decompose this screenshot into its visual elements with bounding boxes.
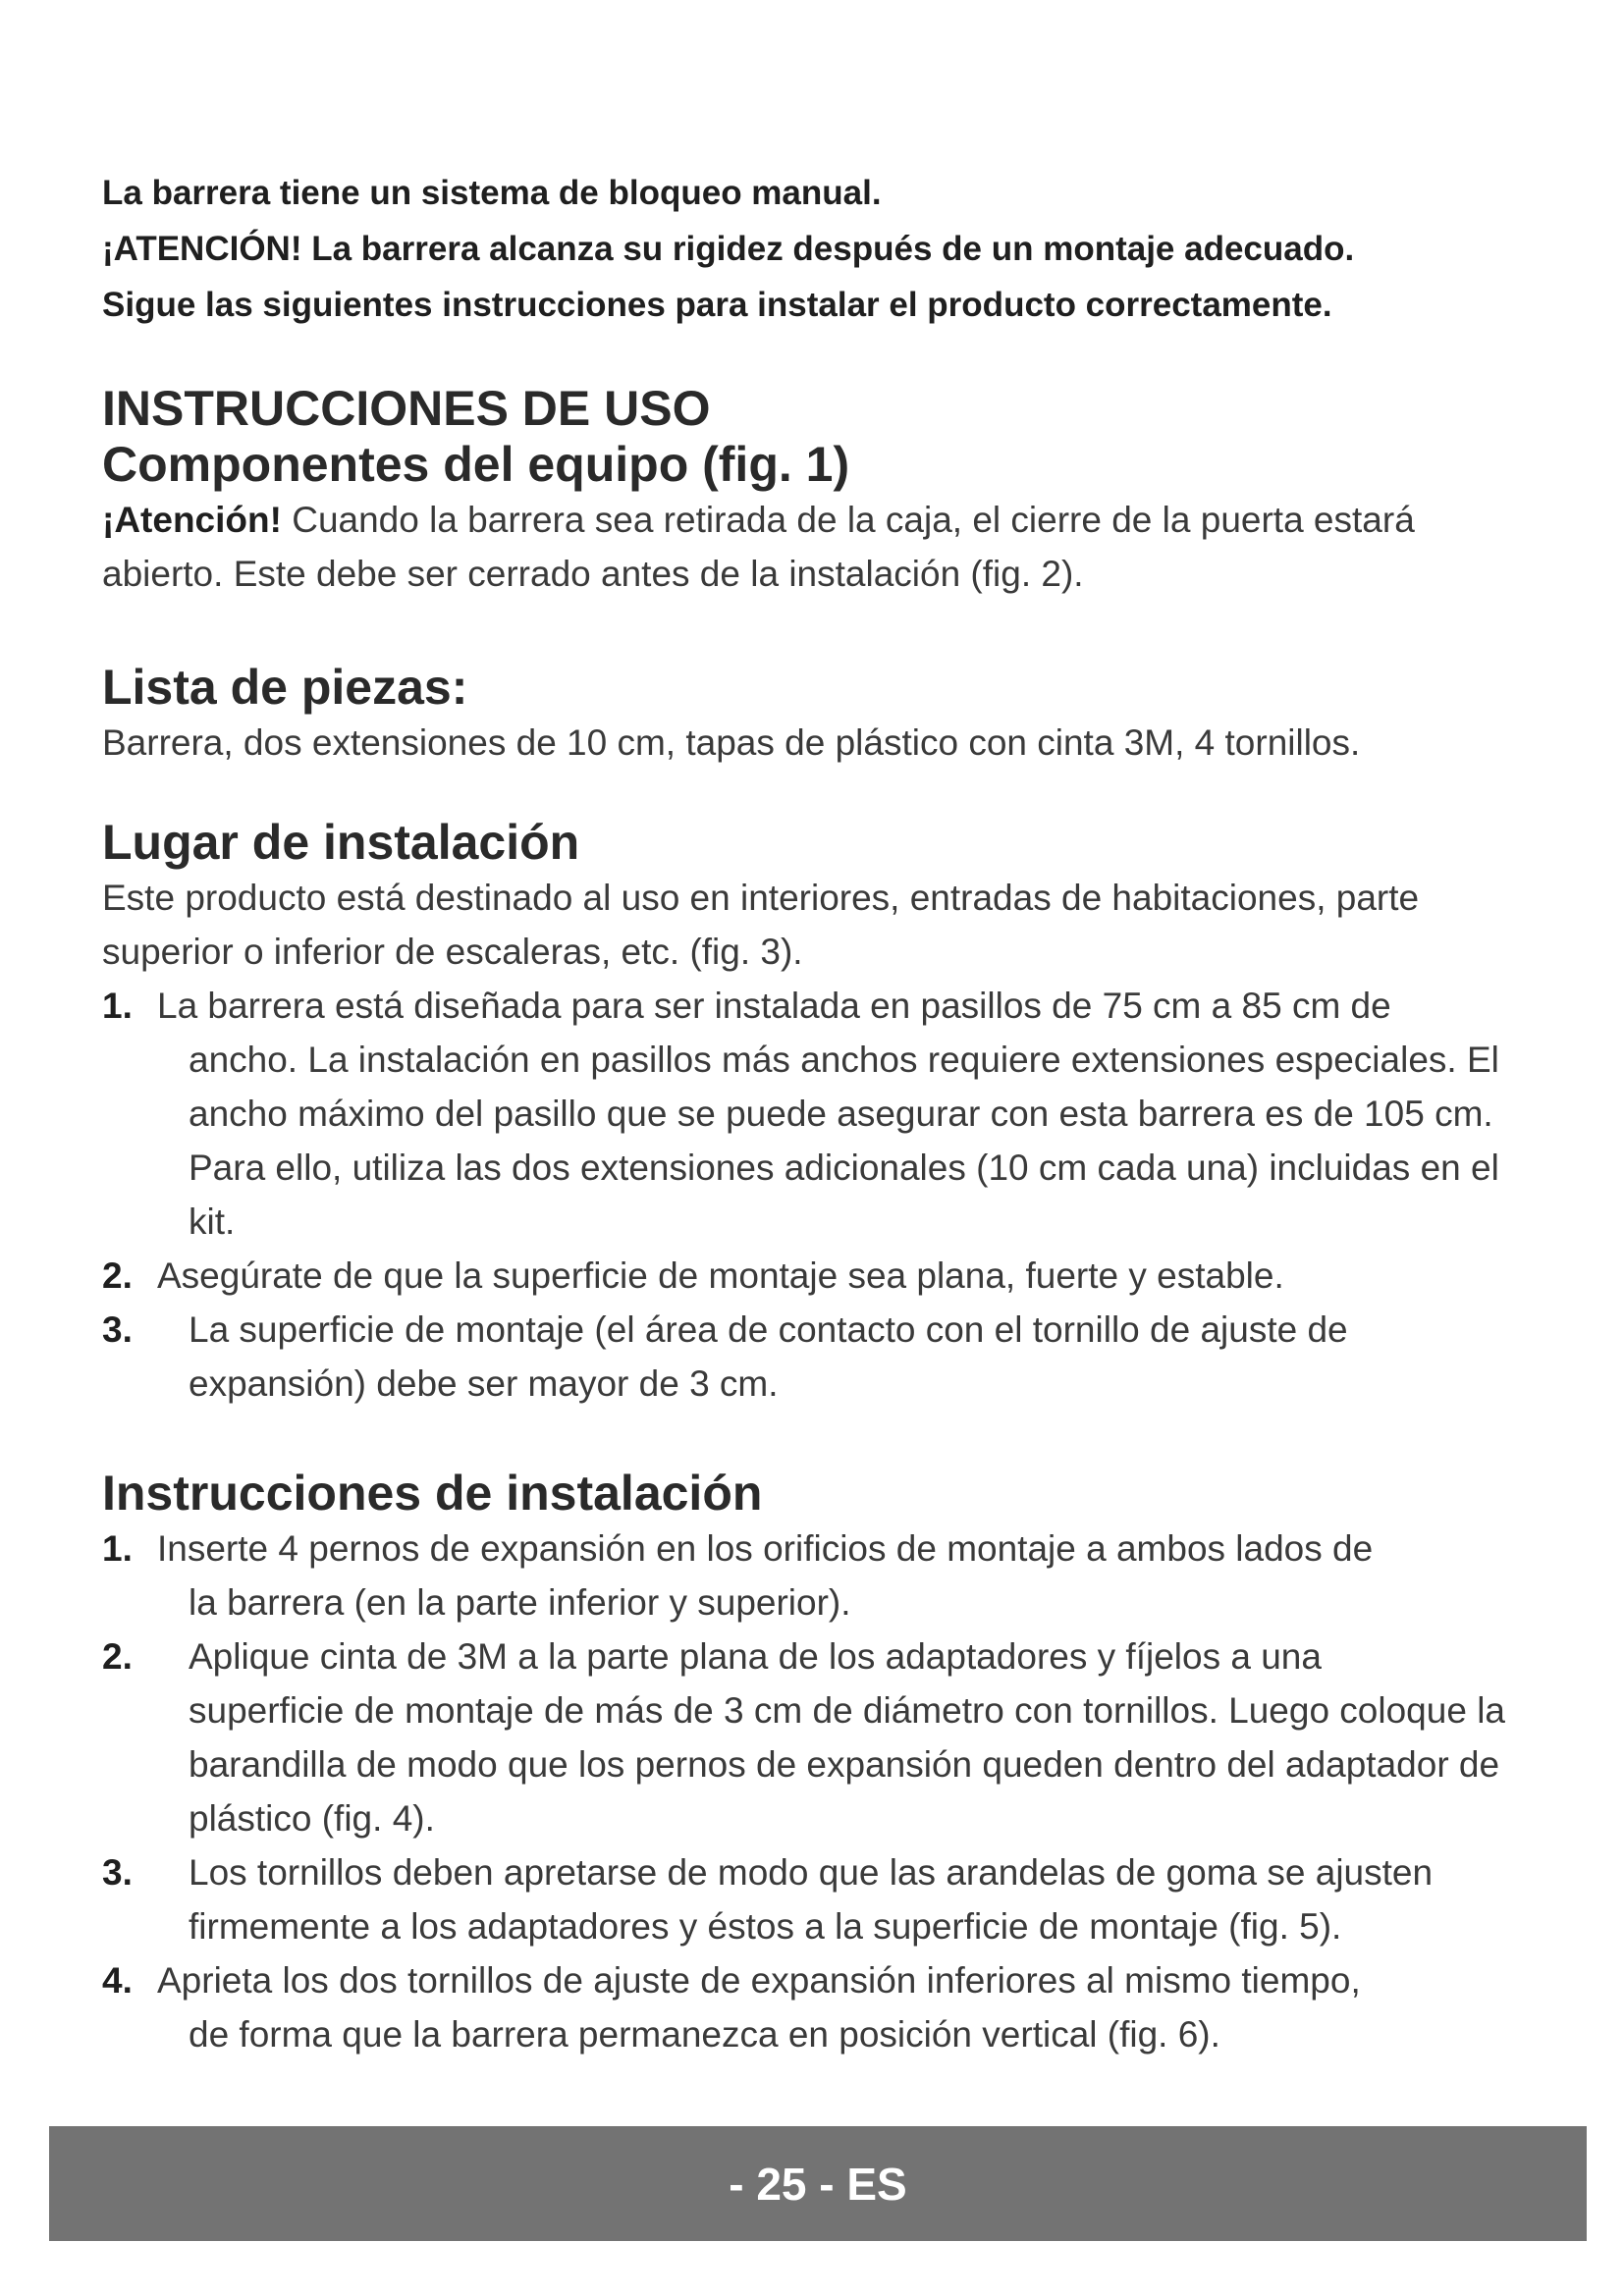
list-item (102, 1629, 1536, 1845)
item-rest: firmemente a los adaptadores y éstos a la superficie de montaje (fig. 5). (189, 1906, 1342, 1947)
location-list (102, 979, 1536, 1411)
location-text: Este producto está destinado al uso en interiores, entradas de habitaciones, parte superior o inferior de escaleras, etc. (fig. 3). (102, 878, 1420, 972)
list-item (102, 1249, 1536, 1303)
install-list (102, 1522, 1536, 2061)
item-rest: ancho. La instalación en pasillos más anchos requiere extensiones especiales. El ancho máximo del pasillo que se puede asegurar con esta barrera es de 105 cm. Para ello, utiliza las dos extensiones adicionales (10 cm cada una) incluidas en el kit. (189, 1040, 1499, 1242)
components-heading: Componentes del equipo (fig. 1) (102, 437, 850, 492)
item-first-line: Los tornillos deben apretarse de modo que las arandelas de goma se ajusten (189, 1852, 1434, 1893)
item-rest: la barrera (en la parte inferior y superior). (189, 1582, 851, 1623)
usage-title: INSTRUCCIONES DE USO (102, 381, 711, 436)
item-number: 1. (102, 1528, 133, 1569)
parts-heading: Lista de piezas: (102, 660, 468, 715)
install-heading: Instrucciones de instalación (102, 1466, 763, 1521)
item-number: 2. (102, 1636, 133, 1677)
location-heading: Lugar de instalación (102, 815, 580, 870)
document-page (102, 165, 1536, 2061)
item-first-line: Aplique cinta de 3M a la parte plana de los adaptadores y fíjelos a una (189, 1636, 1322, 1677)
list-item (102, 1953, 1536, 2061)
attention-label: ¡Atención! (102, 500, 282, 540)
page-number: - 25 - ES (729, 2158, 907, 2210)
item-rest: de forma que la barrera permanezca en posición vertical (fig. 6). (189, 2014, 1220, 2055)
intro-line: Sigue las siguientes instrucciones para instalar el producto correctamente. (102, 286, 1332, 324)
parts-text: Barrera, dos extensiones de 10 cm, tapas de plástico con cinta 3M, 4 tornillos. (102, 722, 1361, 763)
item-number: 3. (102, 1852, 133, 1893)
item-first-line: Inserte 4 pernos de expansión en los orificios de montaje a ambos lados de (157, 1528, 1374, 1569)
item-first-line: Asegúrate de que la superficie de montaje sea plana, fuerte y estable. (157, 1255, 1284, 1296)
item-number: 1. (102, 986, 133, 1026)
list-item (102, 1303, 1536, 1411)
item-rest: superficie de montaje de más de 3 cm de diámetro con tornillos. Luego coloque la barandilla de modo que los pernos de expansión queden dentro del adaptador de plástico (fig. 4). (189, 1690, 1505, 1839)
item-number: 2. (102, 1255, 133, 1296)
item-number: 4. (102, 1960, 133, 2001)
intro-line: ¡ATENCIÓN! La barrera alcanza su rigidez después de un montaje adecuado. (102, 230, 1355, 268)
list-item (102, 1522, 1536, 1629)
item-rest: expansión) debe ser mayor de 3 cm. (189, 1363, 779, 1404)
item-first-line: La barrera está diseñada para ser instalada en pasillos de 75 cm a 85 cm de (157, 986, 1391, 1026)
item-first-line: La superficie de montaje (el área de contacto con el tornillo de ajuste de (189, 1309, 1348, 1350)
list-item (102, 979, 1536, 1249)
page-footer (49, 2126, 1587, 2241)
intro-line: La barrera tiene un sistema de bloqueo manual. (102, 174, 882, 212)
intro-block (102, 165, 1536, 333)
item-first-line: Aprieta los dos tornillos de ajuste de expansión inferiores al mismo tiempo, (157, 1960, 1361, 2001)
attention-text: Cuando la barrera sea retirada de la caja, el cierre de la puerta estará abierto. Este debe ser cerrado antes de la instalación (fig. 2). (102, 500, 1415, 594)
item-number: 3. (102, 1309, 133, 1350)
attention-paragraph (102, 493, 1536, 601)
list-item (102, 1845, 1536, 1953)
